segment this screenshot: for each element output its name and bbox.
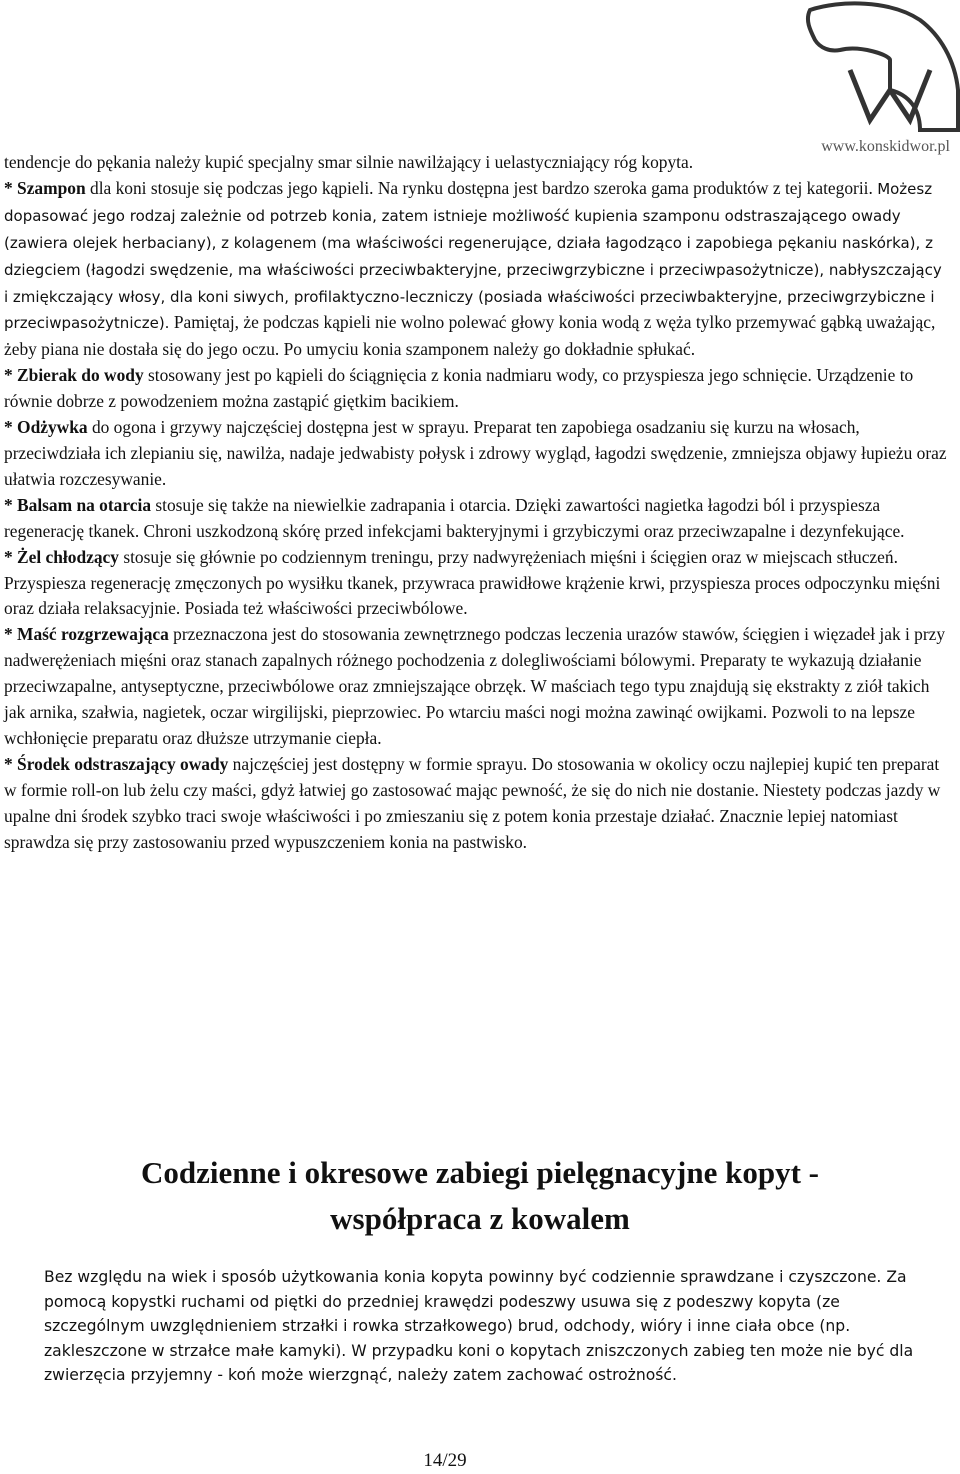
paragraph-balsam: * Balsam na otarcia stosuje się także na niewielkie zadrapania i otarcia. Dzięki zawartości nagietka łagodzi ból i przyspiesza regenerację tkanek. Chroni uszkodzoną skórę przed infekcjami bakteryjnymi i grzybiczymi oraz przeciwzapalne i dezynfekujące. (4, 494, 905, 541)
page-number: 14/29 (423, 1450, 467, 1471)
paragraph-srodek: * Środek odstraszający owady najczęściej jest dostępny w formie sprayu. Do stosowania w okolicy oczu najlepiej kupić ten preparat w formie roll-on lub żelu czy maści, gdyż łatwiej go zastosować mając pewność, że się do nich nie dostanie. Niestety podczas jazdy w upalne dni środek szybko traci swoje właściwości i po zmieszaniu się z potem konia przestaje działać. Znacznie lepiej natomiast sprawdza się przy zastosowaniu przed wypuszczeniem konia na pastwisko. (4, 753, 941, 852)
paragraph-szampon: * Szampon dla koni stosuje się podczas jego kąpieli. Na rynku dostępna jest bardzo szeroka gama produktów z tej kategorii. Możesz dopasować jego rodzaj zależnie od potrzeb konia, zatem istnieje możliwość kupienia szamponu odstraszającego owady (zawiera olejek herbaciany), z kolagenem (ma właściwości regenerujące, działa łagodząco i zapobiega pękaniu naskórka), z dziegciem (łagodzi swędzenie, ma właściwości przeciwbakteryjne, przeciwgrzybiczne i przeciwpasożytnicze), nabłyszczający i zmiękczający włosy, dla koni siwych, profilaktyczno-leczniczy (posiada właściwości przeciwbakteryjne, przeciwgrzybiczne i przeciwpasożytnicze). Pamiętaj, że podczas kąpieli nie wolno polewać głowy konia wodą z węża tylko przemywać gąbką uważając, żeby piana nie dostała się do jego oczu. Po umyciu konia szamponem należy go dokładnie spłukać. (4, 177, 942, 360)
section-hoof-care-text: Bez względu na wiek i sposób użytkowania konia kopyta powinny być codziennie sprawdzane i czyszczone. Za pomocą kopystki ruchami od piętki do przedniej krawędzi podeszwy usuwa się z podeszwy kopyta (ze szczególnym uwzględnieniem strzałki i rowka strzałkowego) brud, odchody, wióry i inne ciała obce (np. zakleszczone w strzałce małe kamyki). W przypadku koni o kopytach zniszczonych zabieg ten może nie być dla zwierzęcia przyjemny - koń może wierzgnąć, należy zatem zachować ostrożność. (44, 1268, 914, 1385)
body-text (4, 150, 949, 855)
heading-line-2: współpraca z kowalem (330, 1201, 630, 1236)
section-heading (0, 1150, 960, 1242)
paragraph-zbierak: * Zbierak do wody stosowany jest po kąpieli do ściągnięcia z konia nadmiaru wody, co przyspiesza jego schnięcie. Urządzenie to równie dobrze z powodzeniem można zastąpić giętkim bacikiem. (4, 365, 914, 412)
paragraph-odzywka: * Odżywka do ogona i grzywy najczęściej dostępna jest w sprayu. Preparat ten zapobiega osadzaniu się kurzu na włosach, przeciwdziała ich zlepianiu się, nawilża, nadaje jedwabisty połysk i zdrowy wygląd, łagodzi swędzenie, zmniejsza objawy łupieżu oraz ułatwia rozczesywanie. (4, 417, 947, 489)
horse-head-icon (770, 0, 960, 140)
paragraph-masc: * Maść rozgrzewająca przeznaczona jest do stosowania zewnętrznego podczas leczenia urazów stawów, ścięgien i więzadeł jak i przy nadwerężeniach mięśni oraz stanach zapalnych różnego pochodzenia z dolegliwościami bólowymi. Preparaty te wykazują działanie przeciwzapalne, antyseptyczne, przeciwbólowe oraz zmniejszające obrzęk. W maściach tego typu znajdują się ekstrakty z ziół takich jak arnika, szałwia, nagietek, oczar wirgilijski, pieprzowiec. Po wtarciu maści nogi można zawinąć owijkami. Pozwoli to na lepsze wchłonięcie preparatu oraz dłuższe utrzymanie ciepła. (4, 624, 946, 748)
heading-line-1: Codzienne i okresowe zabiegi pielęgnacyjne kopyt - (141, 1155, 819, 1190)
logo-url: www.konskidwor.pl (821, 138, 950, 155)
horse-logo (770, 0, 960, 160)
paragraph-zel: * Żel chłodzący stosuje się głównie po codziennym treningu, przy nadwyrężeniach mięśni i ścięgien oraz w miejscach stłuczeń. Przyspiesza regenerację zmęczonych po wysiłku tkanek, przywraca prawidłowe krążenie krwi, przyspiesza proces odpoczynku mięśni oraz działa relaksacyjnie. Posiada też właściwości przeciwbólowe. (4, 546, 941, 619)
paragraph-intro: tendencje do pękania należy kupić specjalny smar silnie nawilżający i uelastyczniający róg kopyta. (4, 152, 694, 172)
